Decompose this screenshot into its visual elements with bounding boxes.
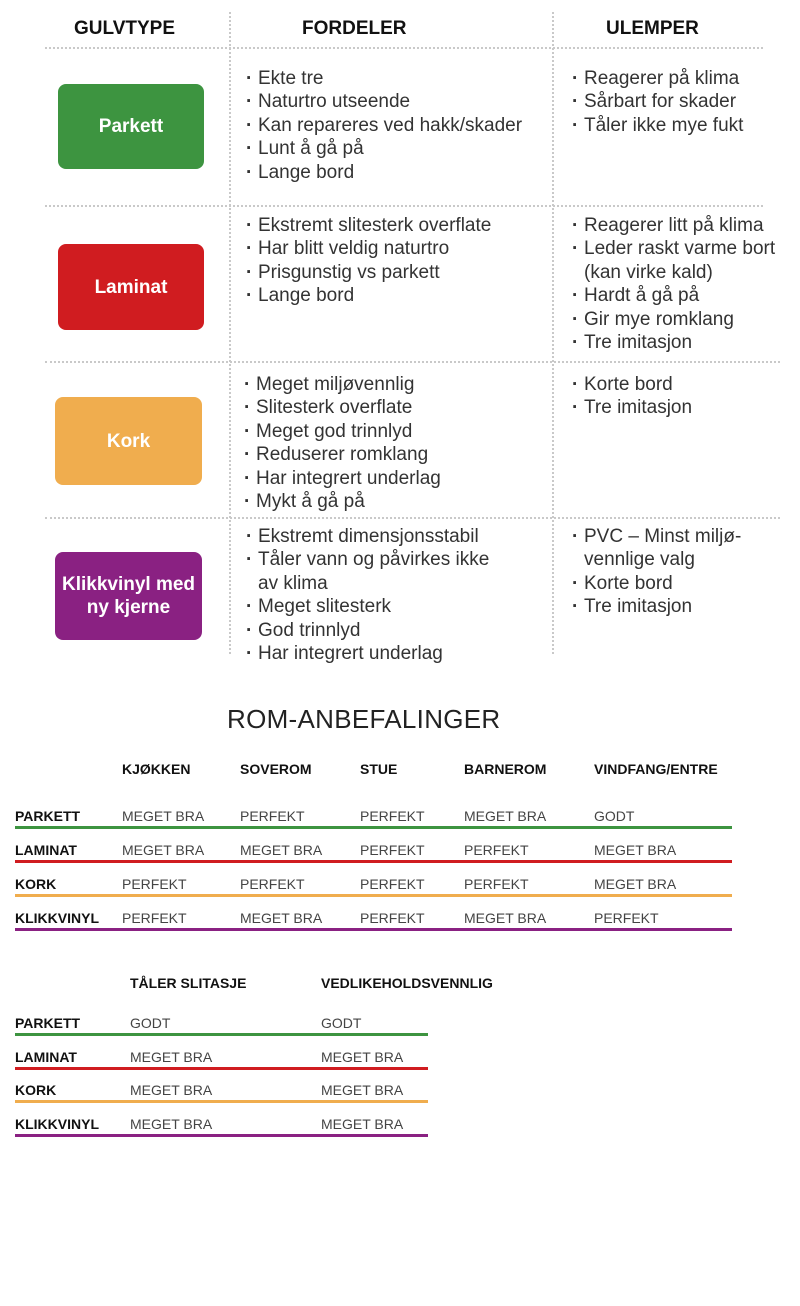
table-cell: GODT xyxy=(321,1015,362,1031)
header-ulemper: ULEMPER xyxy=(606,18,699,39)
list-item: · Hardt å gå på xyxy=(572,284,775,307)
table-cell: GODT xyxy=(594,808,635,824)
row-underline xyxy=(15,928,732,931)
table-cell: PERFEKT xyxy=(240,808,305,824)
divider-header xyxy=(45,47,763,49)
list-item: · Slitesterk overflate xyxy=(244,396,441,419)
col-soverom: SOVEROM xyxy=(240,761,312,777)
section-title-rom-anbefalinger: ROM-ANBEFALINGER xyxy=(227,704,501,734)
header-gulvtype: GULVTYPE xyxy=(74,18,175,39)
row-label: KLIKKVINYL xyxy=(15,910,99,926)
table-cell: PERFEKT xyxy=(122,876,187,892)
list-item: · Ekstremt dimensjonsstabil xyxy=(246,525,489,548)
row-label: PARKETT xyxy=(15,1015,81,1031)
divider-row-1 xyxy=(45,205,763,207)
row-label: LAMINAT xyxy=(15,842,77,858)
table-cell: MEGET BRA xyxy=(240,842,323,858)
col-stue: STUE xyxy=(360,761,398,777)
cons-list-parkett xyxy=(572,67,743,137)
list-item: · Korte bord xyxy=(572,373,692,396)
col-vindfang-entre: VINDFANG/ENTRE xyxy=(594,761,718,777)
col-kjokken: KJØKKEN xyxy=(122,761,191,777)
list-item: · PVC – Minst miljø- xyxy=(572,525,741,548)
badge-klikkvinyl: Klikkvinyl med ny kjerne xyxy=(55,552,202,640)
row-underline xyxy=(15,1067,428,1070)
row-underline xyxy=(15,1033,428,1036)
pros-list-klikkvinyl xyxy=(246,525,489,665)
divider-row-2 xyxy=(45,361,780,363)
table-cell: PERFEKT xyxy=(240,876,305,892)
table-cell: MEGET BRA xyxy=(594,842,677,858)
col-vedlikeholdsvennlig: VEDLIKEHOLDSVENNLIG xyxy=(321,975,493,991)
table-cell: MEGET BRA xyxy=(321,1115,404,1132)
badge-parkett: Parkett xyxy=(58,84,204,169)
list-item: · God trinnlyd xyxy=(246,619,489,642)
row-underline xyxy=(15,1100,428,1103)
cons-list-laminat xyxy=(572,214,775,354)
list-item: · Sårbart for skader xyxy=(572,90,743,113)
divider-col-2 xyxy=(552,12,554,654)
row-label: LAMINAT xyxy=(15,1048,77,1065)
row-underline xyxy=(15,826,732,829)
list-item: · Reduserer romklang xyxy=(244,443,441,466)
table-cell: PERFEKT xyxy=(360,876,425,892)
list-item: · Kan repareres ved hakk/skader xyxy=(246,114,522,137)
table-cell: MEGET BRA xyxy=(240,910,323,926)
table-cell: MEGET BRA xyxy=(464,808,547,824)
table-cell: MEGET BRA xyxy=(321,1048,404,1065)
badge-laminat: Laminat xyxy=(58,244,204,330)
list-item: · Mykt å gå på xyxy=(244,490,441,513)
table-cell: GODT xyxy=(130,1015,171,1031)
list-item: · Gir mye romklang xyxy=(572,308,775,331)
pros-list-kork xyxy=(244,373,441,513)
list-item: · Korte bord xyxy=(572,572,741,595)
list-item: · Leder raskt varme bort xyxy=(572,237,775,260)
list-item: · Har integrert underlag xyxy=(244,467,441,490)
divider-col-1 xyxy=(229,12,231,654)
list-item: · Meget miljøvennlig xyxy=(244,373,441,396)
list-item: · Meget god trinnlyd xyxy=(244,420,441,443)
row-label: KORK xyxy=(15,1082,57,1098)
list-item: · Tre imitasjon xyxy=(572,396,692,419)
row-label: PARKETT xyxy=(15,808,81,824)
list-item: · Tåler vann og påvirkes ikke xyxy=(246,548,489,571)
table-cell: MEGET BRA xyxy=(594,876,677,892)
table-cell: MEGET BRA xyxy=(130,1115,213,1132)
table-cell: PERFEKT xyxy=(594,910,659,926)
list-item: · Lange bord xyxy=(246,161,522,184)
list-item: · Har integrert underlag xyxy=(246,642,489,665)
cons-list-kork xyxy=(572,373,692,420)
row-underline xyxy=(15,1134,428,1137)
table-cell: MEGET BRA xyxy=(130,1082,213,1098)
list-item: · Reagerer på klima xyxy=(572,67,743,90)
list-item: · Meget slitesterk xyxy=(246,595,489,618)
list-item: · Tre imitasjon xyxy=(572,595,741,618)
table-cell: PERFEKT xyxy=(360,842,425,858)
cons-list-klikkvinyl xyxy=(572,525,741,619)
pros-list-laminat xyxy=(246,214,491,308)
table-cell: PERFEKT xyxy=(360,808,425,824)
list-item: · Ekstremt slitesterk overflate xyxy=(246,214,491,237)
list-item: · Har blitt veldig naturtro xyxy=(246,237,491,260)
row-underline xyxy=(15,860,732,863)
list-item: vennlige valg xyxy=(584,549,695,571)
list-item: · Reagerer litt på klima xyxy=(572,214,775,237)
list-item: · Tåler ikke mye fukt xyxy=(572,114,743,137)
header-fordeler: FORDELER xyxy=(302,18,407,39)
pros-list-parkett xyxy=(246,67,522,184)
row-label: KLIKKVINYL xyxy=(15,1115,99,1132)
table-cell: MEGET BRA xyxy=(321,1082,404,1098)
table-cell: MEGET BRA xyxy=(464,910,547,926)
divider-row-3 xyxy=(45,517,780,519)
table-cell: PERFEKT xyxy=(464,876,529,892)
list-item: · Ekte tre xyxy=(246,67,522,90)
table-cell: PERFEKT xyxy=(122,910,187,926)
list-item: (kan virke kald) xyxy=(584,261,713,283)
col-taler-slitasje: TÅLER SLITASJE xyxy=(130,975,247,991)
row-label: KORK xyxy=(15,876,57,892)
list-item: · Prisgunstig vs parkett xyxy=(246,261,491,284)
list-item: · Naturtro utseende xyxy=(246,90,522,113)
list-item: · Lange bord xyxy=(246,284,491,307)
list-item: av klima xyxy=(258,572,328,594)
list-item: · Lunt å gå på xyxy=(246,137,522,160)
table-cell: PERFEKT xyxy=(464,842,529,858)
table-cell: PERFEKT xyxy=(360,910,425,926)
table-cell: MEGET BRA xyxy=(122,808,205,824)
table-cell: MEGET BRA xyxy=(130,1048,213,1065)
table-cell: MEGET BRA xyxy=(122,842,205,858)
badge-kork: Kork xyxy=(55,397,202,485)
row-underline xyxy=(15,894,732,897)
list-item: · Tre imitasjon xyxy=(572,331,775,354)
col-barnerom: BARNEROM xyxy=(464,761,547,777)
